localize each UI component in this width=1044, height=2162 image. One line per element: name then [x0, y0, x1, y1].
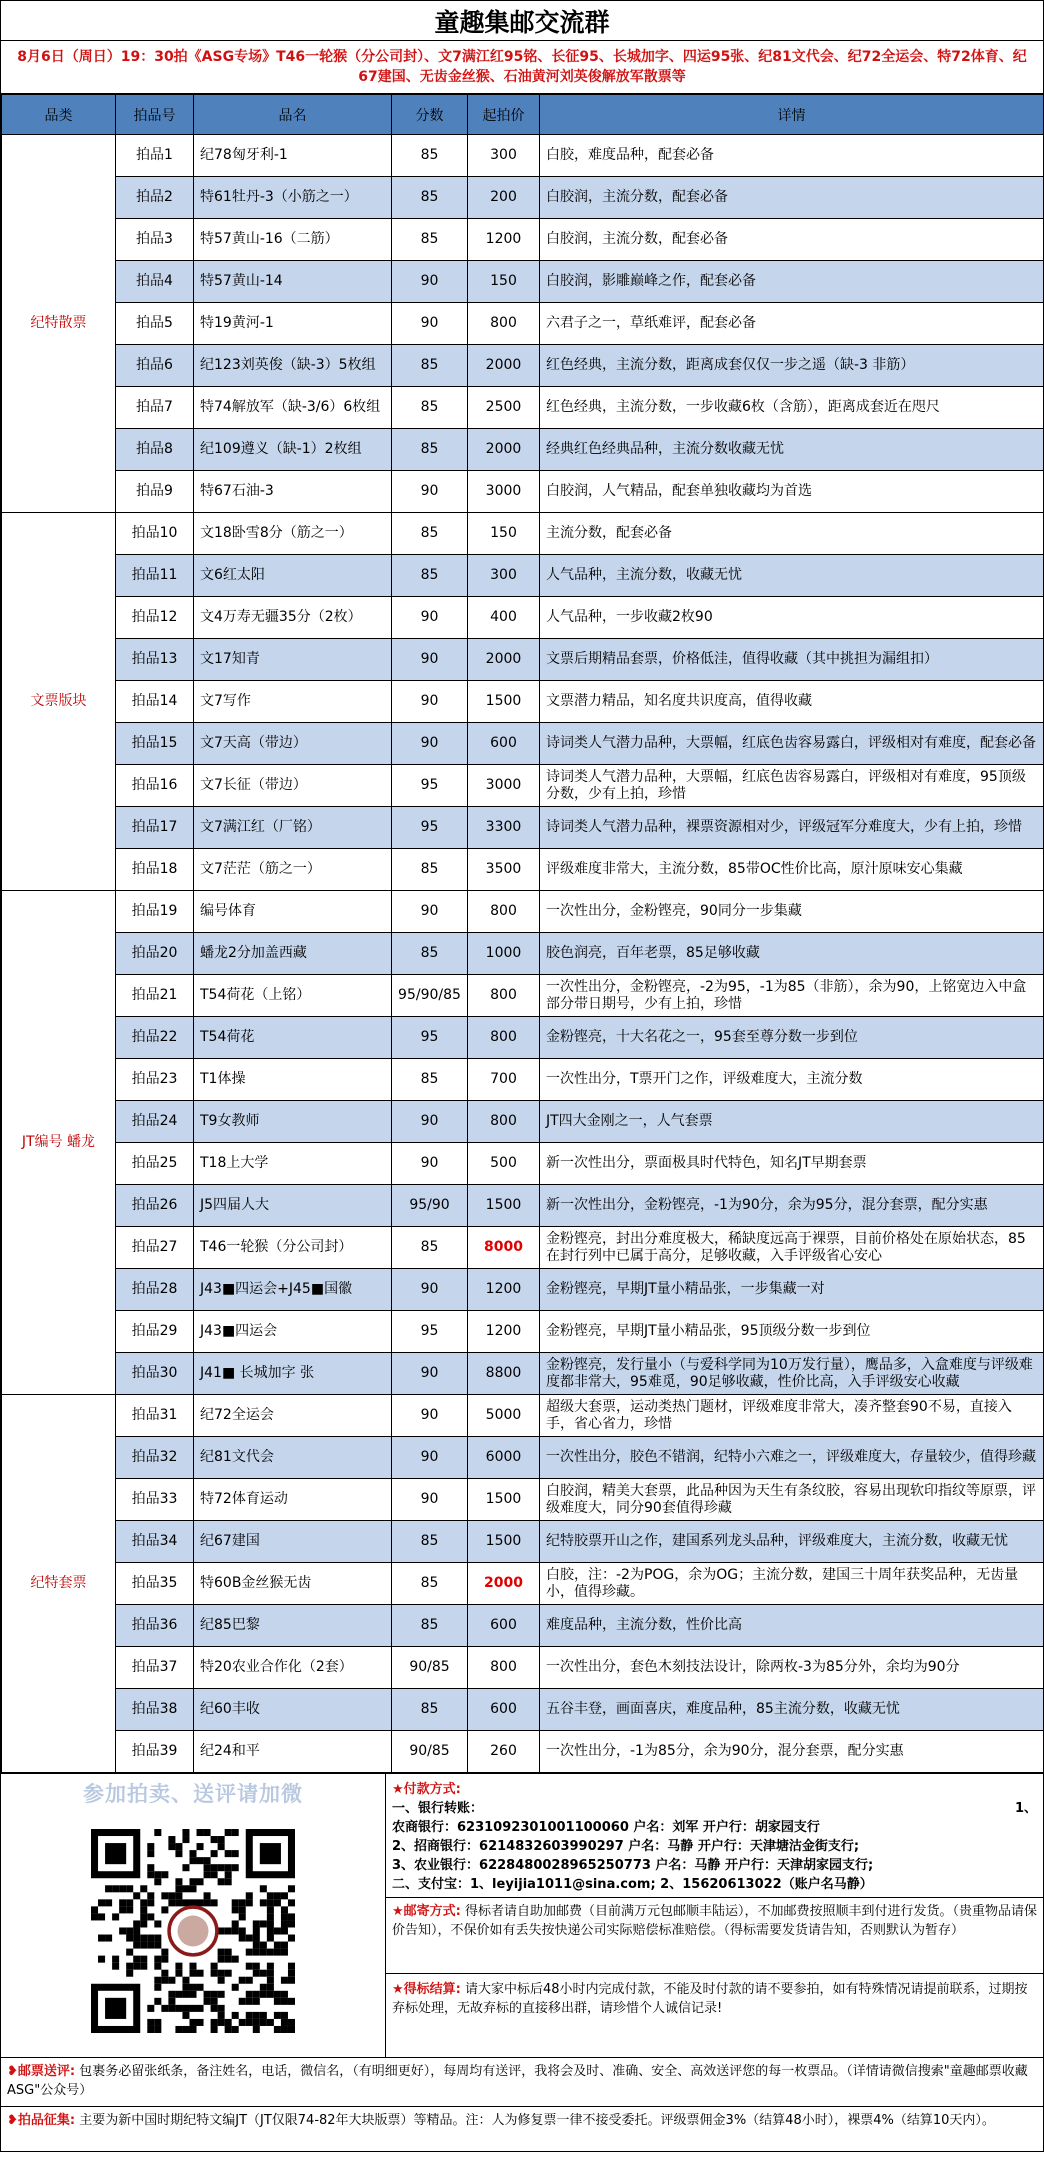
lot-detail-cell: 超级大套票，运动类热门题材，评级难度非常大，凑齐整套90不易，直接入手，省心省力，珍惜	[540, 1395, 1044, 1437]
lot-number-cell: 拍品33	[116, 1479, 194, 1521]
payment-line-2: 农商银行：6231092301001100060 户名：刘军 开户行：胡家园支行	[392, 1820, 820, 1835]
lot-price-cell: 700	[468, 1059, 540, 1101]
table-row	[2, 1311, 1044, 1353]
table-row	[2, 177, 1044, 219]
lot-name-cell: 文18卧雪8分（筋之一）	[194, 513, 392, 555]
lot-score-cell: 95/90/85	[392, 975, 468, 1017]
lot-score-cell: 85	[392, 1689, 468, 1731]
table-row	[2, 303, 1044, 345]
lot-number-cell: 拍品28	[116, 1269, 194, 1311]
lot-name-cell: J43■四运会	[194, 1311, 392, 1353]
table-row	[2, 1227, 1044, 1269]
lot-detail-cell: 人气品种，主流分数，收藏无忧	[540, 555, 1044, 597]
lot-number-cell: 拍品20	[116, 933, 194, 975]
table-row	[2, 387, 1044, 429]
lot-name-cell: 特67石油-3	[194, 471, 392, 513]
lot-score-cell: 85	[392, 219, 468, 261]
lot-score-cell: 90	[392, 1101, 468, 1143]
review-label: ❥邮票送评:	[7, 2064, 76, 2079]
lot-number-cell: 拍品27	[116, 1227, 194, 1269]
shipping-text: 得标者请自助加邮费（目前满万元包邮顺丰陆运），不加邮费按照顺丰到付进行发货。（贵重物品请保价告知），不保价如有丢失按快递公司实际赔偿标准赔偿。（得标需要发货请告知，否则默认为暂存）	[392, 1904, 1038, 1938]
review-text: 包裹务必留张纸条，备注姓名，电话，微信名，（有明细更好），每周均有送评，我将会及时、准确、安全、高效送评您的每一枚票品。（详情请微信搜索"童趣邮票收藏ASG"公众号）	[7, 2064, 1028, 2098]
payment-line-5: 二、支付宝：1、leyijia1011@sina.com; 2、15620613022（账户名马静）	[392, 1877, 873, 1892]
lot-number-cell: 拍品34	[116, 1521, 194, 1563]
lot-price-cell: 300	[468, 555, 540, 597]
collect-text: 主要为新中国时期纪特文编JT（JT仅限74-82年大块版票）等精品。注：人为修复票一律不接受委托。评级票佣金3%（结算48小时），裸票4%（结算10天内）。	[79, 2113, 995, 2128]
lot-number-cell: 拍品37	[116, 1647, 194, 1689]
lot-score-cell: 85	[392, 849, 468, 891]
table-row	[2, 1395, 1044, 1437]
settlement-section	[386, 1974, 1043, 2056]
lot-detail-cell: 白胶，注：-2为POG，余为OG；主流分数，建国三十周年获奖品种，无齿量小，值得珍藏。	[540, 1563, 1044, 1605]
lot-name-cell: 编号体育	[194, 891, 392, 933]
lot-price-cell: 1500	[468, 681, 540, 723]
table-row	[2, 1647, 1044, 1689]
lot-name-cell: 特57黄山-16（二筋）	[194, 219, 392, 261]
lot-number-cell: 拍品1	[116, 135, 194, 177]
table-row	[2, 429, 1044, 471]
table-row	[2, 933, 1044, 975]
table-row	[2, 345, 1044, 387]
lot-detail-cell: 人气品种，一步收藏2枚90	[540, 597, 1044, 639]
table-row	[2, 765, 1044, 807]
lot-score-cell: 95/90	[392, 1185, 468, 1227]
lot-score-cell: 90	[392, 261, 468, 303]
lot-price-cell: 600	[468, 1689, 540, 1731]
lot-number-cell: 拍品22	[116, 1017, 194, 1059]
lot-score-cell: 90	[392, 639, 468, 681]
lot-price-cell: 1500	[468, 1479, 540, 1521]
lot-price-cell: 1000	[468, 933, 540, 975]
lot-number-cell: 拍品7	[116, 387, 194, 429]
table-row	[2, 471, 1044, 513]
settlement-label: ★得标结算:	[392, 1982, 461, 1997]
lot-name-cell: 蟠龙2分加盖西藏	[194, 933, 392, 975]
table-row	[2, 261, 1044, 303]
table-row	[2, 1101, 1044, 1143]
lot-detail-cell: 诗词类人气潜力品种，大票幅，红底色齿容易露白，评级相对有难度，95顶级分数，少有上拍，珍惜	[540, 765, 1044, 807]
lot-name-cell: 纪24和平	[194, 1731, 392, 1773]
lot-detail-cell: 一次性出分，T票开门之作，评级难度大，主流分数	[540, 1059, 1044, 1101]
table-row	[2, 135, 1044, 177]
lot-name-cell: 文17知青	[194, 639, 392, 681]
lot-detail-cell: 一次性出分，胶色不错润，纪特小六难之一，评级难度大，存量较少，值得珍藏	[540, 1437, 1044, 1479]
lot-detail-cell: 诗词类人气潜力品种，裸票资源相对少，评级冠军分难度大，少有上拍，珍惜	[540, 807, 1044, 849]
bottom-section	[1, 1773, 1043, 2057]
lot-price-cell: 1200	[468, 219, 540, 261]
table-row	[2, 723, 1044, 765]
qr-panel	[1, 1774, 386, 2057]
lot-name-cell: 特61牡丹-3（小筋之一）	[194, 177, 392, 219]
lot-number-cell: 拍品39	[116, 1731, 194, 1773]
collect-label: ❥拍品征集:	[7, 2113, 76, 2128]
lot-score-cell: 85	[392, 387, 468, 429]
lot-price-cell: 800	[468, 975, 540, 1017]
lot-number-cell: 拍品9	[116, 471, 194, 513]
lot-score-cell: 85	[392, 1059, 468, 1101]
table-row	[2, 891, 1044, 933]
table-row	[2, 639, 1044, 681]
lot-score-cell: 85	[392, 429, 468, 471]
lot-price-cell: 600	[468, 723, 540, 765]
lot-score-cell: 90	[392, 1437, 468, 1479]
lot-detail-cell: JT四大金刚之一，人气套票	[540, 1101, 1044, 1143]
lot-name-cell: 纪78匈牙利-1	[194, 135, 392, 177]
lot-detail-cell: 纪特胶票开山之作，建国系列龙头品种，评级难度大，主流分数，收藏无忧	[540, 1521, 1044, 1563]
lot-number-cell: 拍品14	[116, 681, 194, 723]
payment-section	[386, 1774, 1043, 1898]
lot-detail-cell: 新一次性出分，金粉铿亮，-1为90分，余为95分，混分套票，配分实惠	[540, 1185, 1044, 1227]
payment-line-1-num: 1、	[1014, 1801, 1037, 1816]
lot-detail-cell: 一次性出分，金粉铿亮，-2为95，-1为85（非筋），余为90，上铭宽边入中盒部分带日期号，少有上拍，珍惜	[540, 975, 1044, 1017]
lot-name-cell: 文7长征（带边）	[194, 765, 392, 807]
lot-number-cell: 拍品35	[116, 1563, 194, 1605]
lot-detail-cell: 胶色润亮，百年老票，85足够收藏	[540, 933, 1044, 975]
lot-number-cell: 拍品38	[116, 1689, 194, 1731]
lot-name-cell: 特74解放军（缺-3/6）6枚组	[194, 387, 392, 429]
lot-number-cell: 拍品11	[116, 555, 194, 597]
lot-detail-cell: 五谷丰登，画面喜庆，难度品种，85主流分数，收藏无忧	[540, 1689, 1044, 1731]
lot-detail-cell: 经典红色经典品种，主流分数收藏无忧	[540, 429, 1044, 471]
lot-score-cell: 95	[392, 807, 468, 849]
lot-price-cell: 800	[468, 891, 540, 933]
lot-name-cell: 纪72全运会	[194, 1395, 392, 1437]
lot-name-cell: 特57黄山-14	[194, 261, 392, 303]
category-cell: 纪特套票	[2, 1395, 116, 1773]
lot-price-cell: 5000	[468, 1395, 540, 1437]
category-cell: 纪特散票	[2, 135, 116, 513]
lot-name-cell: 文7茫茫（筋之一）	[194, 849, 392, 891]
lot-detail-cell: 白胶润，精美大套票，此品种因为天生有条纹胶，容易出现软印指纹等原票，评级难度大，同分90套值得珍藏	[540, 1479, 1044, 1521]
lot-price-cell: 2500	[468, 387, 540, 429]
lot-price-cell: 150	[468, 513, 540, 555]
table-row	[2, 849, 1044, 891]
table-row	[2, 975, 1044, 1017]
lot-price-cell: 800	[468, 1647, 540, 1689]
lot-score-cell: 90	[392, 723, 468, 765]
lot-detail-cell: 金粉铿亮，早期JT量小精品张，一步集藏一对	[540, 1269, 1044, 1311]
lot-price-cell: 2000	[468, 639, 540, 681]
lot-price-cell: 2000	[468, 345, 540, 387]
lot-detail-cell: 评级难度非常大，主流分数，85带OC性价比高，原汁原味安心集藏	[540, 849, 1044, 891]
lot-number-cell: 拍品5	[116, 303, 194, 345]
table-row	[2, 681, 1044, 723]
lot-detail-cell: 红色经典，主流分数，一步收藏6枚（含筋），距离成套近在咫尺	[540, 387, 1044, 429]
header-score: 分数	[392, 95, 468, 135]
lot-number-cell: 拍品10	[116, 513, 194, 555]
lot-number-cell: 拍品6	[116, 345, 194, 387]
table-row	[2, 513, 1044, 555]
lot-detail-cell: 新一次性出分，票面极具时代特色，知名JT早期套票	[540, 1143, 1044, 1185]
lot-detail-cell: 主流分数，配套必备	[540, 513, 1044, 555]
lot-score-cell: 85	[392, 1227, 468, 1269]
lot-score-cell: 90	[392, 1479, 468, 1521]
table-row	[2, 1563, 1044, 1605]
table-row	[2, 1143, 1044, 1185]
lot-detail-cell: 红色经典，主流分数，距离成套仅仅一步之遥（缺-3 非筋）	[540, 345, 1044, 387]
lot-detail-cell: 一次性出分，金粉铿亮，90同分一步集藏	[540, 891, 1044, 933]
collect-footer	[1, 2106, 1043, 2151]
lot-score-cell: 90	[392, 303, 468, 345]
table-row	[2, 1731, 1044, 1773]
table-row	[2, 1437, 1044, 1479]
lot-name-cell: J5四届人大	[194, 1185, 392, 1227]
lot-name-cell: T46一轮猴（分公司封）	[194, 1227, 392, 1269]
lot-name-cell: T18上大学	[194, 1143, 392, 1185]
lot-name-cell: 文7满江红（厂铭）	[194, 807, 392, 849]
lot-name-cell: 纪85巴黎	[194, 1605, 392, 1647]
table-row	[2, 1479, 1044, 1521]
info-panel	[386, 1774, 1043, 2057]
lot-price-cell: 1200	[468, 1269, 540, 1311]
lot-score-cell: 90/85	[392, 1647, 468, 1689]
lot-name-cell: 纪109遵义（缺-1）2枚组	[194, 429, 392, 471]
lot-score-cell: 85	[392, 177, 468, 219]
lot-name-cell: T54荷花（上铭）	[194, 975, 392, 1017]
lot-price-cell: 200	[468, 177, 540, 219]
header-lot-no: 拍品号	[116, 95, 194, 135]
lot-detail-cell: 一次性出分，套色木刻技法设计，除两枚-3为85分外，余均为90分	[540, 1647, 1044, 1689]
lot-score-cell: 85	[392, 1563, 468, 1605]
lot-score-cell: 90	[392, 891, 468, 933]
lot-number-cell: 拍品24	[116, 1101, 194, 1143]
lot-price-cell: 3000	[468, 765, 540, 807]
lot-number-cell: 拍品8	[116, 429, 194, 471]
page-title: 童趣集邮交流群	[1, 1, 1043, 41]
lot-detail-cell: 金粉铿亮，早期JT量小精品张，95顶级分数一步到位	[540, 1311, 1044, 1353]
lot-detail-cell: 六君子之一，草纸难评，配套必备	[540, 303, 1044, 345]
lot-name-cell: 纪67建国	[194, 1521, 392, 1563]
lot-detail-cell: 一次性出分，-1为85分，余为90分，混分套票，配分实惠	[540, 1731, 1044, 1773]
lot-score-cell: 85	[392, 345, 468, 387]
lot-detail-cell: 金粉铿亮，发行量小（与爱科学同为10万发行量），鹰品多，入盒难度与评级难度都非常大，95难觅，90足够收藏，性价比高，入手评级安心收藏	[540, 1353, 1044, 1395]
lot-price-cell: 300	[468, 135, 540, 177]
category-cell: JT编号 蟠龙	[2, 891, 116, 1395]
category-cell: 文票版块	[2, 513, 116, 891]
lot-price-cell: 260	[468, 1731, 540, 1773]
table-row	[2, 597, 1044, 639]
table-row	[2, 1185, 1044, 1227]
header-category: 品类	[2, 95, 116, 135]
lot-number-cell: 拍品18	[116, 849, 194, 891]
lot-price-cell: 800	[468, 303, 540, 345]
lot-price-cell: 3300	[468, 807, 540, 849]
lot-score-cell: 85	[392, 135, 468, 177]
lot-detail-cell: 难度品种，主流分数，性价比高	[540, 1605, 1044, 1647]
lot-name-cell: T54荷花	[194, 1017, 392, 1059]
lot-score-cell: 90	[392, 1353, 468, 1395]
lot-name-cell: 文7天高（带边）	[194, 723, 392, 765]
table-row	[2, 1689, 1044, 1731]
lot-score-cell: 85	[392, 555, 468, 597]
lot-detail-cell: 金粉铿亮，封出分难度极大，稀缺度远高于裸票，目前价格处在原始状态，85在封行列中已属于高分，足够收藏，入手评级省心安心	[540, 1227, 1044, 1269]
lot-name-cell: 纪81文代会	[194, 1437, 392, 1479]
lot-number-cell: 拍品19	[116, 891, 194, 933]
lot-number-cell: 拍品2	[116, 177, 194, 219]
lot-name-cell: 特19黄河-1	[194, 303, 392, 345]
lot-detail-cell: 文票潜力精品，知名度共识度高，值得收藏	[540, 681, 1044, 723]
lot-name-cell: J43■四运会+J45■国徽	[194, 1269, 392, 1311]
table-row	[2, 219, 1044, 261]
lot-name-cell: 特20农业合作化（2套）	[194, 1647, 392, 1689]
lot-number-cell: 拍品21	[116, 975, 194, 1017]
lot-number-cell: 拍品23	[116, 1059, 194, 1101]
lot-number-cell: 拍品12	[116, 597, 194, 639]
lot-number-cell: 拍品26	[116, 1185, 194, 1227]
qr-code-icon[interactable]	[91, 1829, 295, 2033]
lot-number-cell: 拍品15	[116, 723, 194, 765]
qr-title: 参加拍卖、送评请加微	[83, 1782, 303, 1806]
table-row	[2, 1353, 1044, 1395]
lot-score-cell: 95	[392, 1311, 468, 1353]
header-price: 起拍价	[468, 95, 540, 135]
header-name: 品名	[194, 95, 392, 135]
payment-line-3: 2、招商银行：6214832603990297 户名：马静 开户行：天津塘沽金街支行;	[392, 1839, 860, 1854]
lot-price-cell: 2000	[468, 429, 540, 471]
lot-price-cell: 600	[468, 1605, 540, 1647]
auction-subtitle: 8月6日（周日）19：30拍《ASG专场》T46一轮猴（分公司封）、文7满江红95铭、长征95、长城加字、四运95张、纪81文代会、纪72全运会、特72体育、纪67建国、无齿金丝猴、石油黄河刘英俊解放军散票等	[1, 41, 1043, 94]
lot-name-cell: J41■ 长城加字 张	[194, 1353, 392, 1395]
lot-number-cell: 拍品17	[116, 807, 194, 849]
lot-score-cell: 90	[392, 681, 468, 723]
lot-score-cell: 85	[392, 513, 468, 555]
lot-score-cell: 85	[392, 1521, 468, 1563]
lot-price-cell: 1200	[468, 1311, 540, 1353]
lot-name-cell: 纪60丰收	[194, 1689, 392, 1731]
lot-name-cell: 文4万寿无疆35分（2枚）	[194, 597, 392, 639]
lot-detail-cell: 文票后期精品套票，价格低洼，值得收藏（其中挑担为漏组扣）	[540, 639, 1044, 681]
lot-score-cell: 90/85	[392, 1731, 468, 1773]
lot-number-cell: 拍品3	[116, 219, 194, 261]
table-row	[2, 1017, 1044, 1059]
lot-detail-cell: 白胶润，主流分数，配套必备	[540, 219, 1044, 261]
table-header-row	[2, 95, 1044, 135]
lot-price-cell: 3500	[468, 849, 540, 891]
lot-detail-cell: 白胶，难度品种，配套必备	[540, 135, 1044, 177]
lot-score-cell: 90	[392, 1395, 468, 1437]
lot-table	[1, 94, 1044, 1773]
lot-price-cell: 3000	[468, 471, 540, 513]
lot-price-cell: 1500	[468, 1185, 540, 1227]
lot-score-cell: 90	[392, 1143, 468, 1185]
lot-score-cell: 85	[392, 933, 468, 975]
lot-price-cell: 150	[468, 261, 540, 303]
lot-price-cell: 1500	[468, 1521, 540, 1563]
review-footer	[1, 2057, 1043, 2106]
lot-name-cell: 特72体育运动	[194, 1479, 392, 1521]
lot-score-cell: 95	[392, 765, 468, 807]
lot-number-cell: 拍品25	[116, 1143, 194, 1185]
lot-score-cell: 85	[392, 1605, 468, 1647]
lot-detail-cell: 金粉铿亮，十大名花之一，95套至尊分数一步到位	[540, 1017, 1044, 1059]
lot-number-cell: 拍品29	[116, 1311, 194, 1353]
lot-price-cell: 500	[468, 1143, 540, 1185]
lot-name-cell: T1体操	[194, 1059, 392, 1101]
table-row	[2, 807, 1044, 849]
shipping-section	[386, 1898, 1043, 1974]
lot-price-cell: 2000	[468, 1563, 540, 1605]
lot-price-cell: 800	[468, 1101, 540, 1143]
lot-price-cell: 800	[468, 1017, 540, 1059]
lot-detail-cell: 白胶润，人气精品，配套单独收藏均为首选	[540, 471, 1044, 513]
header-detail: 详情	[540, 95, 1044, 135]
lot-number-cell: 拍品4	[116, 261, 194, 303]
lot-score-cell: 90	[392, 597, 468, 639]
lot-number-cell: 拍品16	[116, 765, 194, 807]
lot-name-cell: 文6红太阳	[194, 555, 392, 597]
payment-label: ★付款方式:	[392, 1782, 461, 1797]
shipping-label: ★邮寄方式:	[392, 1904, 461, 1919]
lot-number-cell: 拍品13	[116, 639, 194, 681]
lot-number-cell: 拍品30	[116, 1353, 194, 1395]
lot-score-cell: 95	[392, 1017, 468, 1059]
lot-name-cell: 文7写作	[194, 681, 392, 723]
lot-name-cell: 特60B金丝猴无齿	[194, 1563, 392, 1605]
table-row	[2, 1269, 1044, 1311]
lot-number-cell: 拍品32	[116, 1437, 194, 1479]
lot-name-cell: 纪123刘英俊（缺-3）5枚组	[194, 345, 392, 387]
lot-price-cell: 6000	[468, 1437, 540, 1479]
lot-detail-cell: 白胶润，主流分数，配套必备	[540, 177, 1044, 219]
table-row	[2, 1521, 1044, 1563]
lot-number-cell: 拍品31	[116, 1395, 194, 1437]
lot-score-cell: 90	[392, 1269, 468, 1311]
payment-line-4: 3、农业银行：6228480028965250773 户名：马静 开户行：天津胡家园支行;	[392, 1858, 874, 1873]
lot-price-cell: 8000	[468, 1227, 540, 1269]
table-row	[2, 1059, 1044, 1101]
lot-detail-cell: 诗词类人气潜力品种，大票幅，红底色齿容易露白，评级相对有难度，配套必备	[540, 723, 1044, 765]
lot-table-body	[2, 135, 1044, 1773]
table-row	[2, 1605, 1044, 1647]
settlement-text: 请大家中标后48小时内完成付款，不能及时付款的请不要参拍，如有特殊情况请提前联系，过期按弃标处理，无故弃标的直接移出群，请珍惜个人诚信记录!	[392, 1982, 1028, 2016]
table-row	[2, 555, 1044, 597]
lot-price-cell: 400	[468, 597, 540, 639]
lot-number-cell: 拍品36	[116, 1605, 194, 1647]
lot-name-cell: T9女教师	[194, 1101, 392, 1143]
lot-detail-cell: 白胶润，影雕巅峰之作，配套必备	[540, 261, 1044, 303]
lot-price-cell: 8800	[468, 1353, 540, 1395]
lot-score-cell: 90	[392, 471, 468, 513]
payment-line-1: 一、银行转账：	[392, 1801, 484, 1816]
